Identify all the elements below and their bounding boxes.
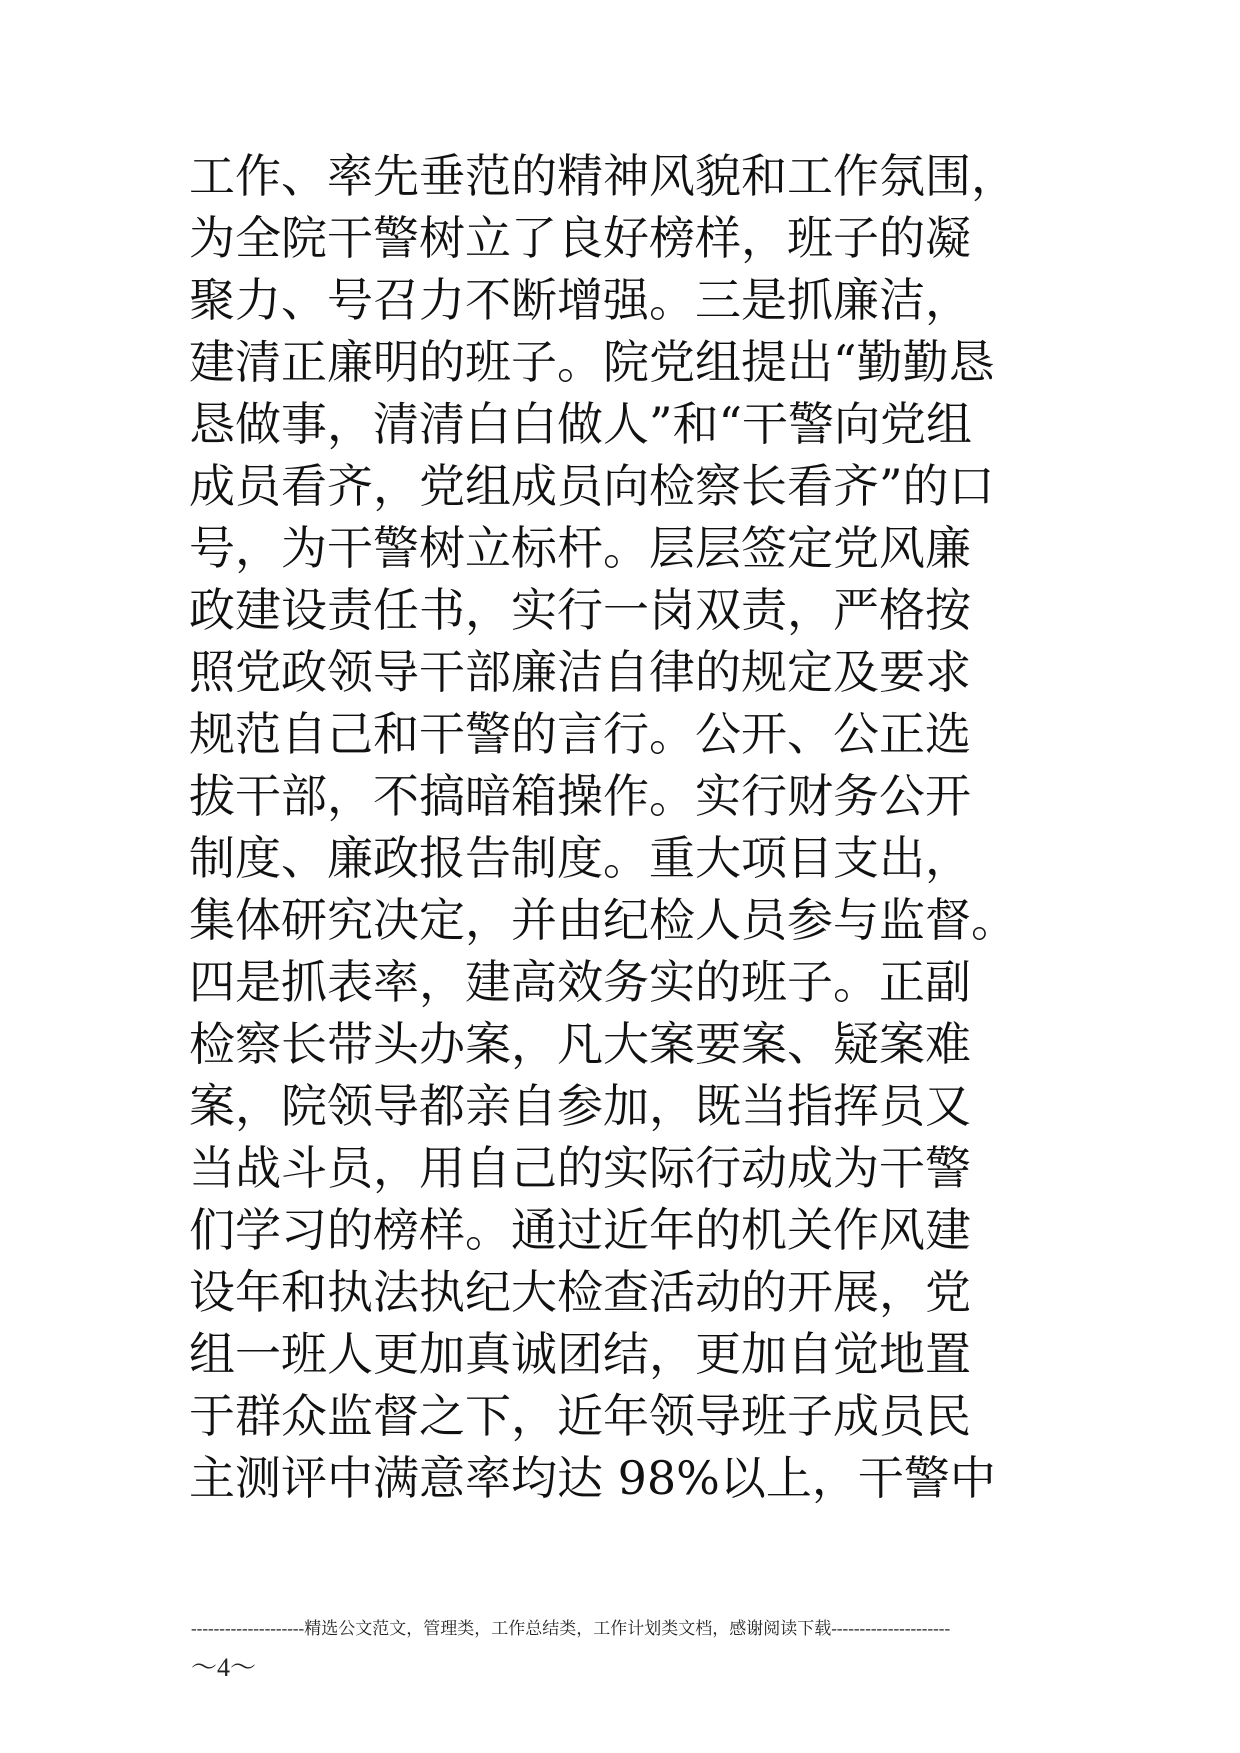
text-line: 政建设责任书，实行一岗双责，严格按 (189, 583, 971, 637)
text-line: 案，院领导都亲自参加，既当指挥员又 (189, 1079, 971, 1133)
text-line: 检察长带头办案，凡大案要案、疑案难 (189, 1017, 971, 1071)
text-line: 工作、率先垂范的精神风貌和工作氛围， (189, 149, 1017, 203)
text-line: 制度、廉政报告制度。重大项目支出， (189, 831, 971, 885)
text-line: 成员看齐，党组成员向检察长看齐”的口 (189, 459, 995, 513)
page-number: ～4～ (191, 1653, 257, 1682)
text-line: 于群众监督之下，近年领导班子成员民 (189, 1389, 971, 1443)
text-line: 组一班人更加真诚团结，更加自觉地置 (189, 1327, 971, 1381)
text-line: 建清正廉明的班子。院党组提出“勤勤恳 (189, 335, 995, 389)
text-line: 集体研究决定，并由纪检人员参与监督。 (189, 893, 1017, 947)
text-line: 拔干部，不搞暗箱操作。实行财务公开 (189, 769, 971, 823)
text-line: 规范自己和干警的言行。公开、公正选 (189, 707, 971, 761)
text-line: 当战斗员，用自己的实际行动成为干警 (189, 1141, 971, 1195)
text-line: 恳做事，清清白白做人”和“干警向党组 (189, 397, 973, 451)
body-text (189, 145, 1069, 1509)
text-line: 号，为干警树立标杆。层层签定党风廉 (189, 521, 971, 575)
text-line: 主测评中满意率均达 98%以上，干警中 (189, 1451, 996, 1505)
text-line: 们学习的榜样。通过近年的机关作风建 (189, 1203, 971, 1257)
text-line: 照党政领导干部廉洁自律的规定及要求 (189, 645, 971, 699)
footer-banner: --------------------精选公文范文，管理类，工作总结类，工作计划类文档，感谢阅读下载--------------------- (191, 1619, 951, 1638)
text-line: 聚力、号召力不断增强。三是抓廉洁， (189, 273, 971, 327)
text-line: 设年和执法执纪大检查活动的开展，党 (189, 1265, 971, 1319)
text-line: 为全院干警树立了良好榜样，班子的凝 (189, 211, 971, 265)
text-line: 四是抓表率，建高效务实的班子。正副 (189, 955, 971, 1009)
